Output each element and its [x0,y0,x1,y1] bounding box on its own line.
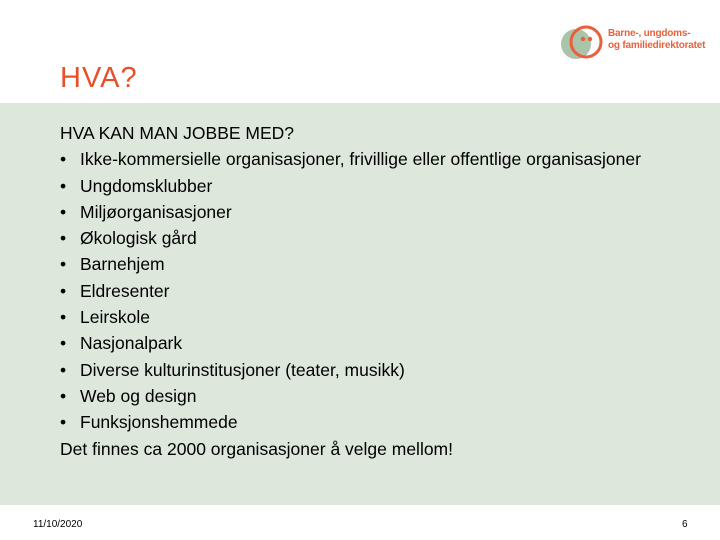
slide-content [60,120,700,462]
bullet-icon: • [60,307,67,328]
bullet-list [60,146,700,435]
bullet-icon: • [60,385,67,406]
bullet-icon: • [60,228,67,249]
bullet-icon: • [60,412,67,433]
list-item: • Ungdomsklubber [60,173,700,199]
content-closing: Det finnes ca 2000 organisasjoner å velge mellom! [60,438,453,459]
list-item: • Miljøorganisasjoner [60,199,700,225]
list-item: • Barnehjem [60,251,700,277]
bufdir-logo [556,22,716,66]
logo-line-1: Barne-, ungdoms- [608,28,691,39]
bullet-icon: • [60,149,67,170]
bullet-icon: • [60,359,67,380]
list-item: • Diverse kulturinstitusjoner (teater, musikk) [60,357,700,383]
list-item: • Funksjonshemmede [60,409,700,435]
list-item: • Web og design [60,383,700,409]
list-item: • Eldresenter [60,278,700,304]
bullet-icon: • [60,333,67,354]
logo-mark-icon [556,22,606,66]
list-item: • Økologisk gård [60,225,700,251]
page-number: 6 [682,519,688,530]
logo-text [608,28,705,52]
slide-title: HVA? [60,62,138,94]
list-item: • Leirskole [60,304,700,330]
bullet-icon: • [60,175,67,196]
list-item: • Nasjonalpark [60,330,700,356]
bullet-icon: • [60,280,67,301]
bullet-icon: • [60,254,67,275]
logo-line-2: og familiedirektoratet [608,40,706,51]
content-heading: HVA KAN MAN JOBBE MED? [60,123,295,143]
bullet-icon: • [60,201,67,222]
list-item: • Ikke-kommersielle organisasjoner, frivillige eller offentlige organisasjoner [60,146,700,172]
footer-date: 11/10/2020 [33,519,83,530]
